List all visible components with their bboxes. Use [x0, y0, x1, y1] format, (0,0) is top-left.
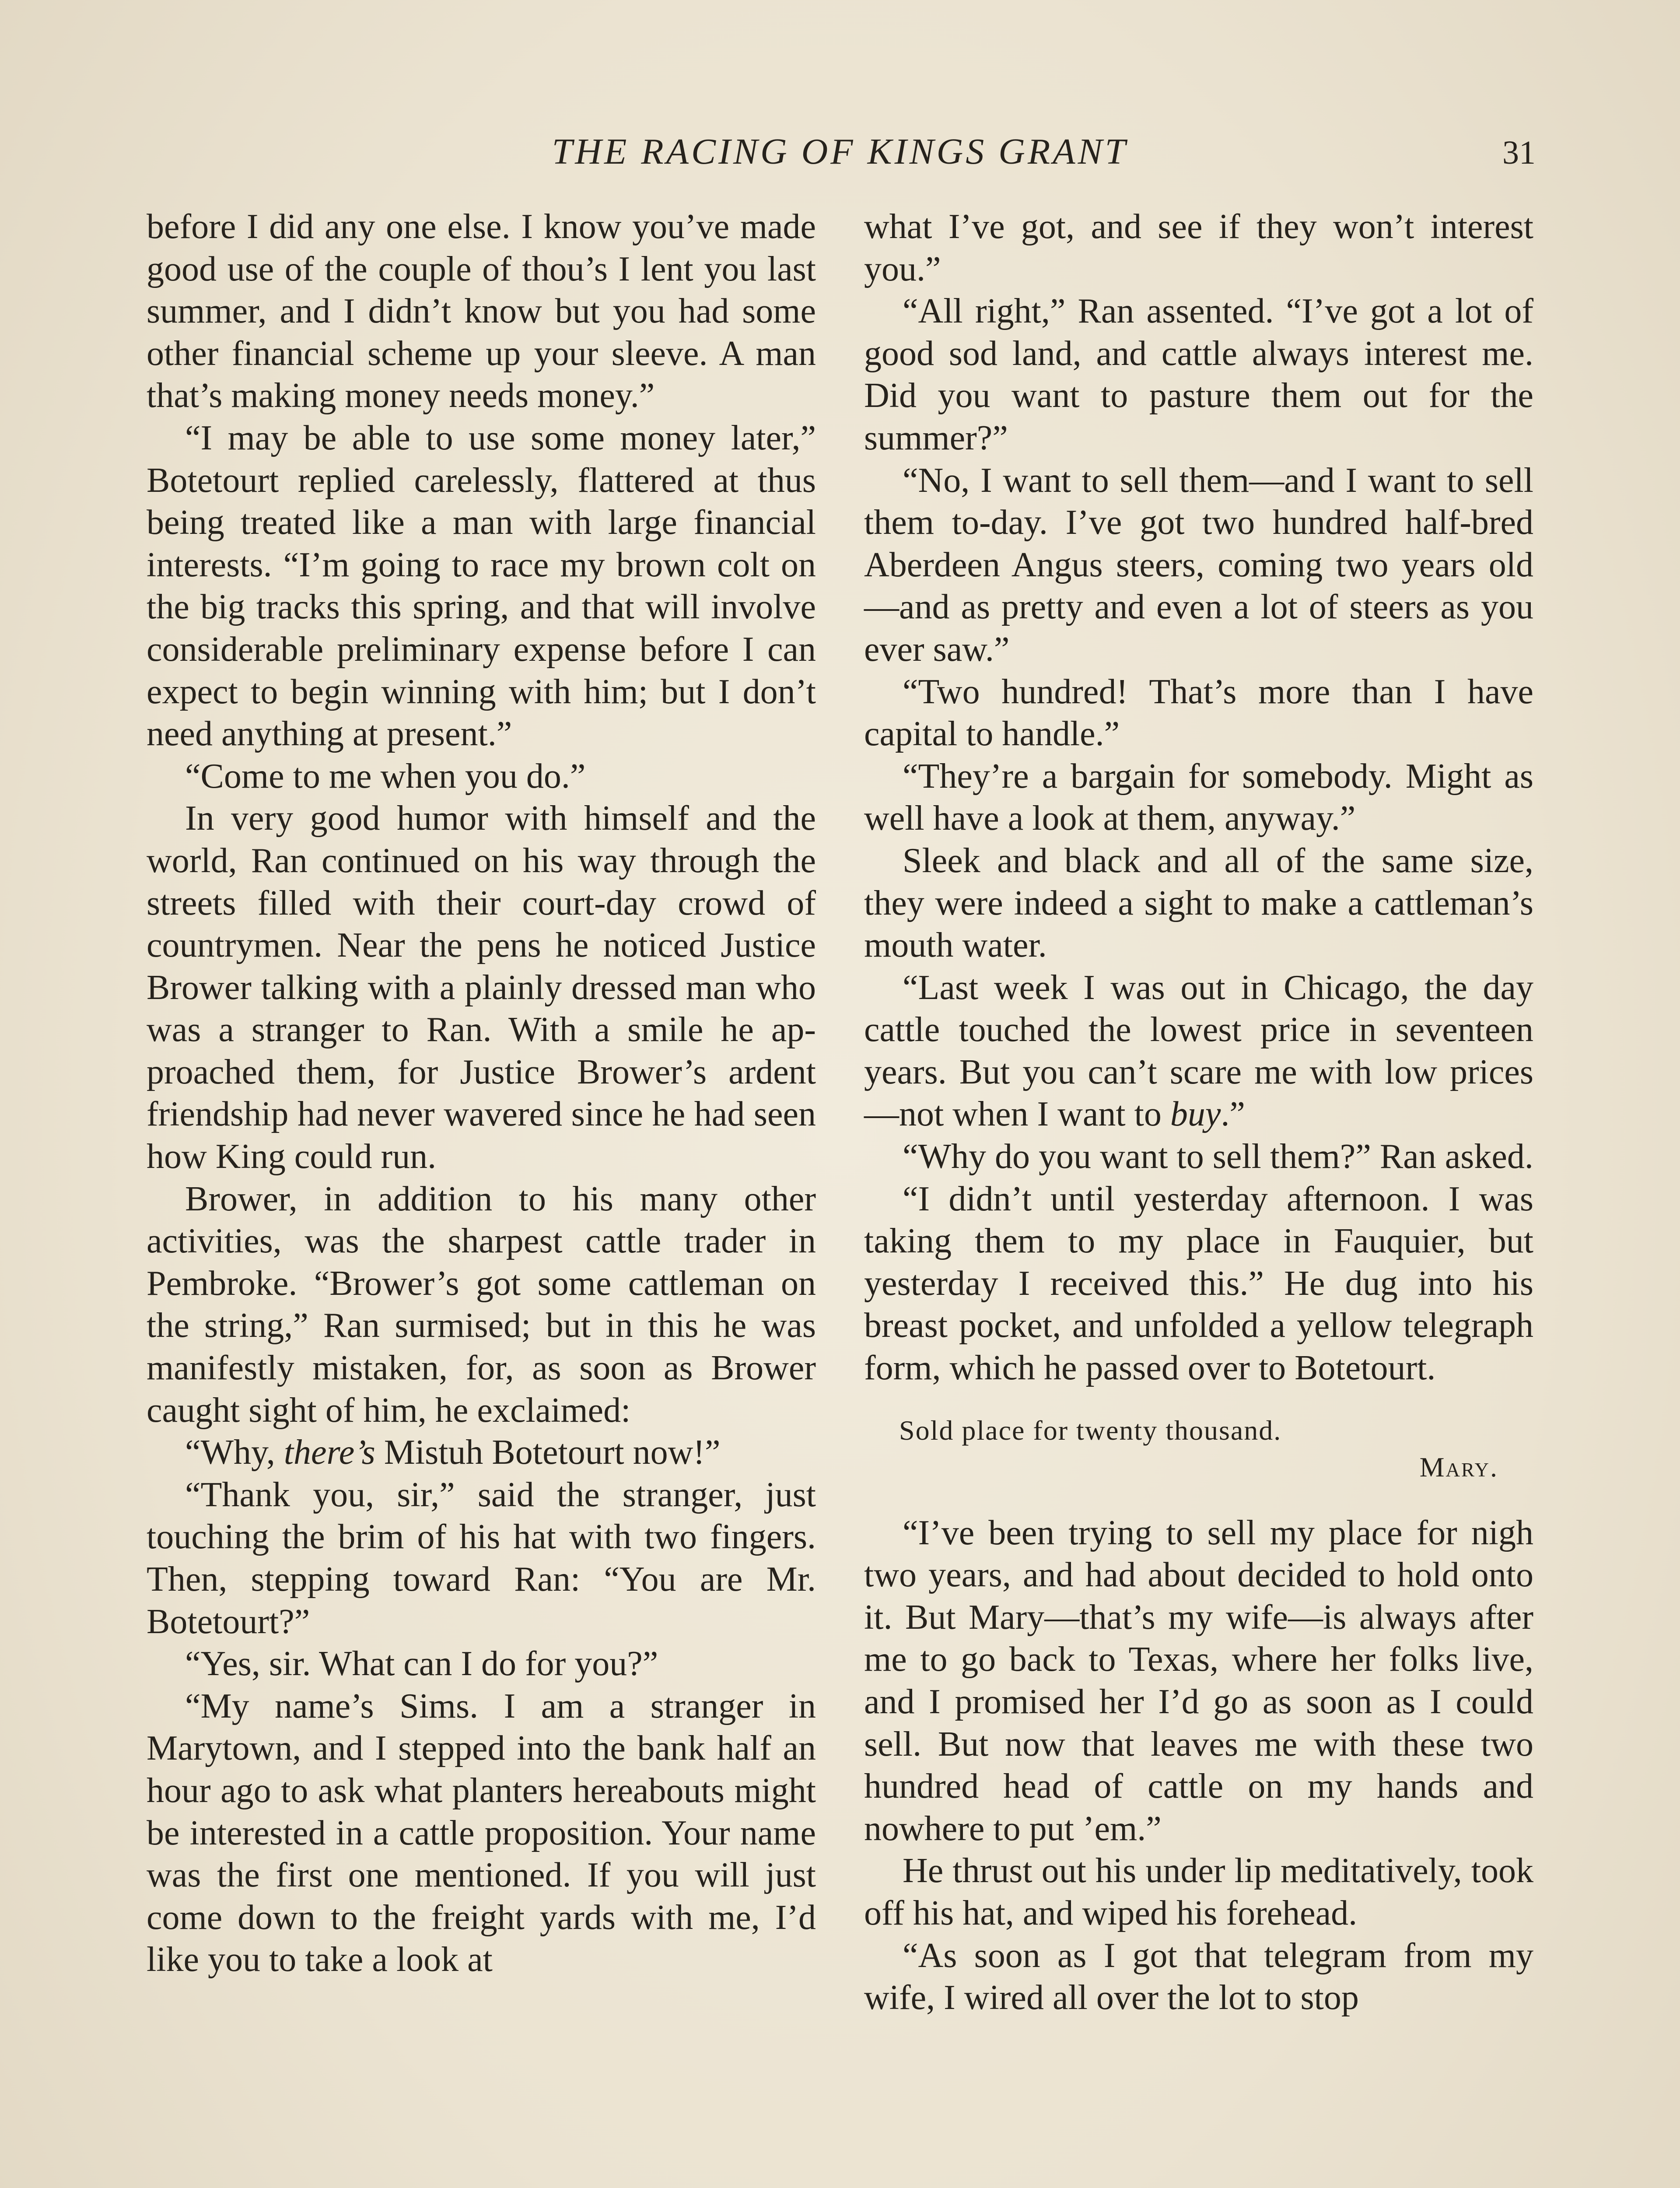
- paragraph: “Yes, sir. What can I do for you?”: [185, 1645, 658, 1683]
- paragraph: “I may be able to use some money later,” Botetourt replied carelessly, flattered at thus being treated like a man with large financial interests. “I’m going to race my brown colt on the big tracks this spring, and that will involve considerable preliminary expense before I can expect to begin winning with him; but I don’t need anything at present.”: [147, 418, 816, 754]
- paragraph: “Thank you, sir,” said the stranger, just touching the brim of his hat with two fingers. Then, stepping toward Ran: “You are Mr. Botetourt?”: [147, 1475, 816, 1641]
- paragraph: [147, 1431, 816, 1474]
- paragraph: before I did any one else. I know you’ve made good use of the couple of thou’s I lent you last summer, and I didn’t know but you had some other financial scheme up your sleeve. A man that’s making money needs money.”: [147, 207, 816, 415]
- paragraph: “All right,” Ran assented. “I’ve got a lot of good sod land, and cattle always interest me. Did you want to pasture them out for the summer?”: [864, 292, 1533, 457]
- paragraph: what I’ve got, and see if they won’t interest you.”: [864, 207, 1533, 288]
- paragraph: “They’re a bargain for somebody. Might as well have a look at them, anyway.”: [864, 757, 1533, 838]
- paragraph: In very good humor with himself and the world, Ran continued on his way through the streets filled with their court-day crowd of countrymen. Near the pens he noticed Justice Brower talking with a plainly dressed man who was a stranger to Ran. With a smile he approached them, for Justice Brower’s ardent friendship had never wavered since he had seen how King could run.: [147, 799, 816, 1176]
- paragraph: He thrust out his under lip meditatively, took off his hat, and wiped his forehead.: [864, 1851, 1533, 1932]
- paragraph: Brower, in addition to his many other activities, was the sharpest cattle trader in Pembroke. “Brower’s got some cattleman on the string,” Ran surmised; but in this he was manifestly mistaken, for, as soon as Brower caught sight of him, he exclaimed:: [147, 1179, 816, 1430]
- page-number: 31: [1502, 134, 1536, 171]
- emphasis: buy: [1170, 1095, 1221, 1134]
- paragraph: “Two hundred! That’s more than I have capital to handle.”: [864, 672, 1533, 754]
- telegram-signature: Mary.: [1419, 1451, 1498, 1483]
- telegram-text: Sold place for twenty thousand.: [899, 1414, 1282, 1446]
- paragraph-text: .”: [1221, 1095, 1245, 1134]
- page-header: [0, 123, 1680, 184]
- paragraph: “Come to me when you do.”: [185, 757, 586, 796]
- paragraph: “As soon as I got that telegram from my wife, I wired all over the lot to stop: [864, 1936, 1533, 2017]
- right-column: [864, 206, 1533, 2019]
- paragraph: [864, 967, 1533, 1136]
- running-title: THE RACING OF KINGS GRANT: [552, 131, 1128, 172]
- paragraph: “I’ve been trying to sell my place for nigh two years, and had about decided to hold onto it. But Mary—that’s my wife—is always after me to go back to Texas, where her folks live, and I promised her I’d go as soon as I could sell. But now that leaves me with these two hundred head of cattle on my hands and nowhere to put ’em.”: [864, 1513, 1533, 1848]
- paragraph: “Why do you want to sell them?” Ran asked.: [903, 1137, 1533, 1176]
- left-column: [147, 206, 816, 1981]
- paragraph-text: Mistuh Botetourt now!”: [375, 1433, 721, 1472]
- paragraph: “I didn’t until yesterday afternoon. I was taking them to my place in Fauquier, but yesterday I received this.” He dug into his breast pocket, and unfolded a yellow telegraph form, which he passed over to Botetourt.: [864, 1179, 1533, 1388]
- paragraph: “No, I want to sell them—and I want to sell them to-day. I’ve got two hundred half-bred Aberdeen Angus steers, coming two years old—and as pretty and even a lot of steers as you ever saw.”: [864, 461, 1533, 669]
- paragraph-text: “Last week I was out in Chicago, the day cattle touched the lowest price in seventeen years. But you can’t scare me with low prices—not when I want to: [864, 968, 1533, 1134]
- telegram-quote: [864, 1412, 1533, 1486]
- paragraph: “My name’s Sims. I am a stranger in Marytown, and I stepped into the bank half an hour ago to ask what planters hereabouts might be interested in a cattle proposition. Your name was the first one mentioned. If you will just come down to the freight yards with me, I’d like you to take a look at: [147, 1687, 816, 1979]
- emphasis: there’s: [284, 1433, 375, 1472]
- paragraph: Sleek and black and all of the same size, they were indeed a sight to make a cattleman’s mouth water.: [864, 841, 1533, 965]
- paragraph-text: “Why,: [185, 1433, 284, 1472]
